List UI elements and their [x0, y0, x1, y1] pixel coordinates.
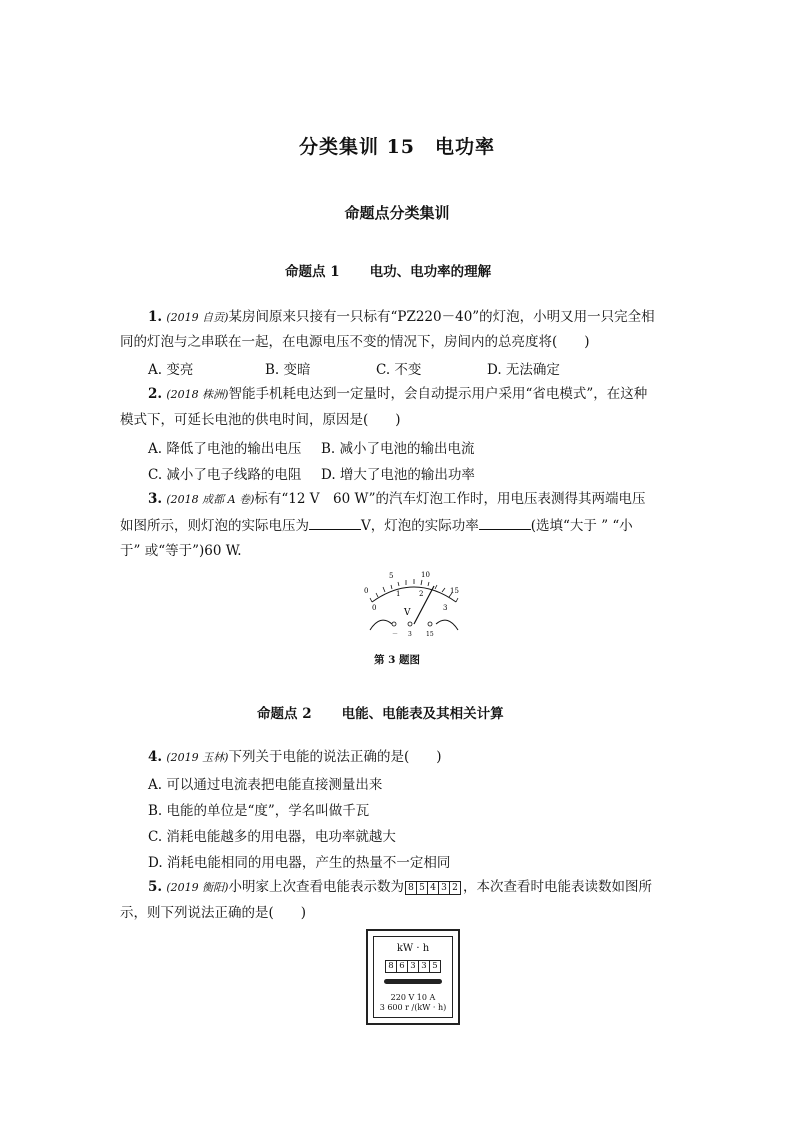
scale-inner-2: 2 — [419, 590, 424, 598]
electric-meter-figure — [366, 929, 460, 1025]
option-d: D. 增大了电池的输出功率 — [321, 467, 475, 483]
question-text: 智能手机耗电达到一定量时，会自动提示用户采用“省电模式”，在这种 — [228, 386, 648, 402]
terminal-label-3: 3 — [408, 631, 412, 638]
question-text: (选填“大于 ” “小 — [530, 518, 633, 534]
question-number: 1. — [148, 309, 163, 325]
section-heading: 命题点分类集训 — [344, 204, 450, 222]
question-source: (2018 株洲) — [166, 388, 229, 401]
scale-inner-3: 3 — [443, 604, 448, 612]
terminal-label-negative: － — [392, 631, 399, 638]
voltmeter-figure — [358, 566, 470, 640]
question-3-line-3: 于” 或“等于”)60 W. — [120, 543, 242, 559]
scale-outer-15: 15 — [450, 587, 459, 595]
option-c: C. 消耗电能越多的用电器，电功率就越大 — [148, 829, 396, 845]
scale-outer-10: 10 — [421, 571, 430, 579]
question-text: 标有“12 V 60 W”的汽车灯泡工作时，用电压表测得其两端电压 — [254, 491, 646, 507]
scale-outer-5: 5 — [389, 572, 394, 580]
digit: 2 — [449, 881, 461, 895]
wire-right — [436, 620, 458, 630]
answer-blank-2[interactable] — [479, 515, 531, 530]
voltmeter-symbol: V — [404, 608, 411, 618]
question-source: (2018 成都 A 卷) — [166, 493, 255, 506]
dial-ticks — [370, 579, 458, 602]
digit: 3 — [407, 960, 419, 973]
option-b: B. 变暗 — [265, 362, 311, 378]
option-d: D. 消耗电能相同的用电器，产生的热量不一定相同 — [148, 855, 451, 871]
topic-label: 命题点 1 — [285, 264, 340, 280]
figure-caption: 第 3 题图 — [373, 654, 421, 666]
question-text: 小明家上次查看电能表示数为 — [228, 879, 404, 895]
option-a: A. 变亮 — [148, 362, 194, 378]
option-b: B. 电能的单位是“度”，学名叫做千瓦 — [148, 803, 370, 819]
meter-rating: 220 V 10 A — [390, 993, 436, 1002]
meter-reading — [386, 960, 441, 973]
dial-arc — [372, 587, 456, 602]
digit: 3 — [438, 881, 450, 895]
terminal-3 — [408, 622, 412, 626]
topic-label: 命题点 2 — [257, 706, 312, 722]
answer-blank-1[interactable] — [309, 515, 361, 530]
topic-name: 电功、电功率的理解 — [369, 264, 492, 280]
question-3-line-1 — [148, 489, 646, 510]
question-source: (2019 玉林) — [166, 751, 229, 764]
question-number: 5. — [148, 879, 163, 895]
question-text: 下列关于电能的说法正确的是( ) — [228, 749, 442, 765]
last-meter-reading — [406, 881, 461, 895]
question-text: 如图所示，则灯泡的实际电压为 — [120, 518, 309, 534]
option-c: C. 减小了电子线路的电阻 — [148, 467, 302, 483]
option-c: C. 不变 — [376, 362, 422, 378]
question-2-line-2: 模式下，可延长电池的供电时间，原因是( ) — [120, 412, 401, 428]
meter-unit: kW · h — [396, 943, 430, 954]
question-number: 3. — [148, 491, 163, 507]
page-title: 分类集训 15 电功率 — [298, 136, 496, 158]
question-text: V，灯泡的实际功率 — [361, 518, 479, 534]
wire-left — [370, 620, 392, 630]
question-1-line-1 — [148, 307, 655, 328]
terminal-15 — [428, 622, 432, 626]
scale-inner-1: 1 — [396, 590, 401, 598]
digit: 6 — [396, 960, 408, 973]
topic-heading-2 — [257, 702, 504, 722]
terminal-label-15: 15 — [426, 631, 434, 638]
digit: 4 — [427, 881, 439, 895]
question-4-line-1 — [148, 747, 442, 768]
digit: 8 — [405, 881, 417, 895]
question-source: (2019 自贡) — [166, 311, 229, 324]
option-a: A. 可以通过电流表把电能直接测量出来 — [148, 777, 383, 793]
question-3-line-2 — [120, 515, 633, 536]
option-d: D. 无法确定 — [487, 362, 560, 378]
meter-constant: 3 600 r /(kW · h) — [379, 1003, 447, 1012]
topic-name: 电能、电能表及其相关计算 — [341, 706, 504, 722]
meter-rotating-disc — [384, 979, 442, 984]
digit: 5 — [416, 881, 428, 895]
question-number: 2. — [148, 386, 163, 402]
scale-outer-0: 0 — [364, 587, 369, 595]
question-text: 某房间原来只接有一只标有“PZ220－40”的灯泡，小明又用一只完全相 — [228, 309, 655, 325]
option-a: A. 降低了电池的输出电压 — [148, 441, 302, 457]
scale-inner-0: 0 — [372, 604, 377, 612]
question-5-line-1 — [148, 877, 652, 898]
question-number: 4. — [148, 749, 163, 765]
question-5-line-2: 示，则下列说法正确的是( ) — [120, 905, 307, 921]
option-b: B. 减小了电池的输出电流 — [321, 441, 475, 457]
digit: 5 — [429, 960, 441, 973]
digit: 3 — [418, 960, 430, 973]
meter-panel — [373, 936, 453, 1018]
topic-heading-1 — [285, 260, 491, 280]
digit: 8 — [385, 960, 397, 973]
dial-needle — [414, 586, 434, 624]
question-source: (2019 衡阳) — [166, 881, 229, 894]
question-1-line-2: 同的灯泡与之串联在一起，在电源电压不变的情况下，房间内的总亮度将( ) — [120, 334, 590, 350]
question-text: ，本次查看时电能表读数如图所 — [462, 879, 652, 895]
question-2-line-1 — [148, 384, 647, 405]
terminal-negative — [392, 622, 396, 626]
